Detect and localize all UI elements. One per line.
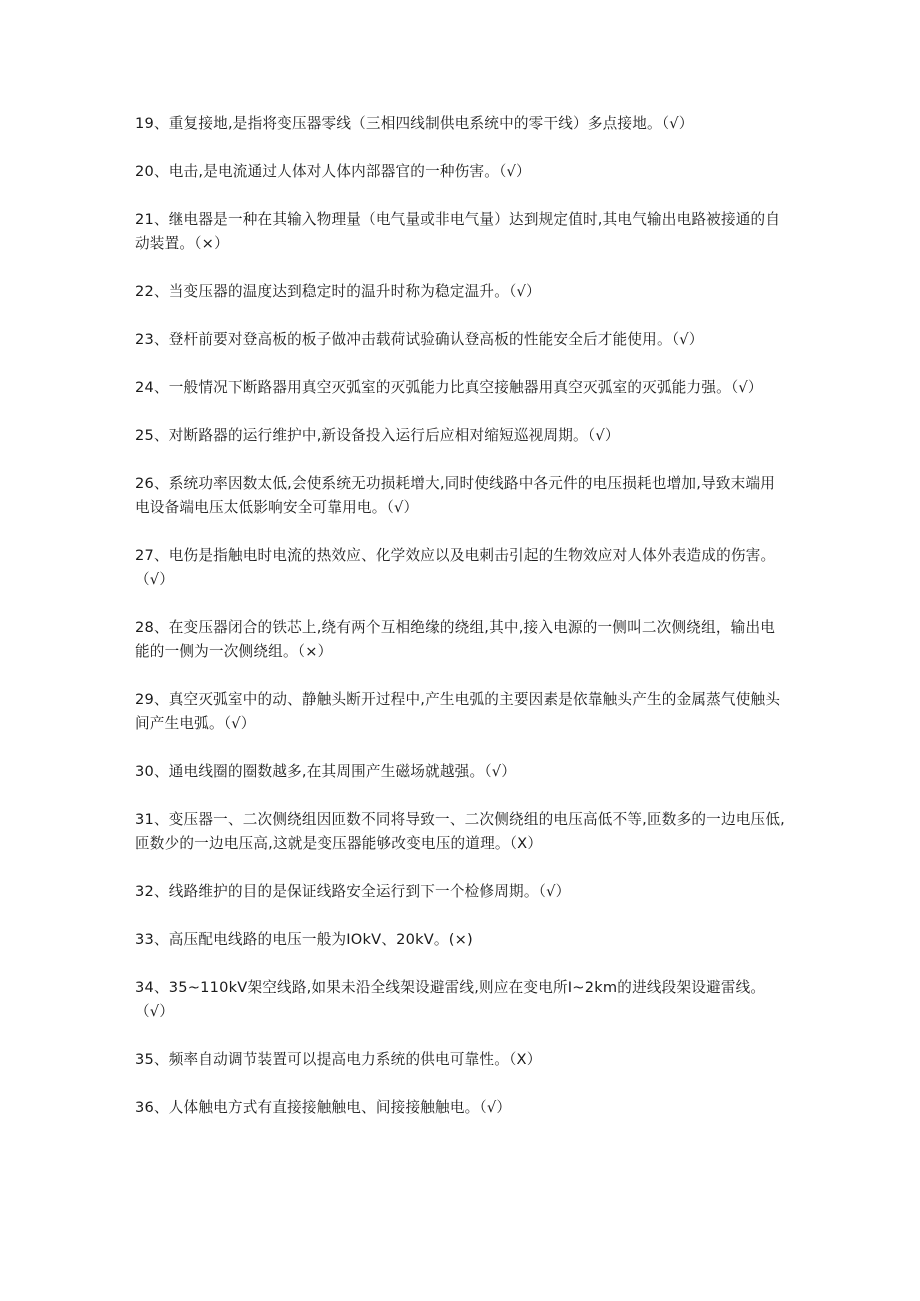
question-33: 33、高压配电线路的电压一般为IOkV、20kV。(×)	[135, 931, 473, 948]
question-29: 29、真空灭弧室中的动、静触头断开过程中,产生电弧的主要因素是依靠触头产生的金属蒸气使触头间产生电弧。（√）	[135, 691, 781, 732]
question-23: 23、登杆前要对登高板的板子做冲击载荷试验确认登高板的性能安全后才能使用。（√）	[135, 331, 704, 348]
question-list	[135, 112, 785, 1144]
question-20: 20、电击,是电流通过人体对人体内部器官的一种伤害。（√）	[135, 163, 531, 180]
question-26: 26、系统功率因数太低,会使系统无功损耗增大,同时使线路中各元件的电压损耗也增加,导致末端用电设备端电压太低影响安全可靠用电。（√）	[135, 475, 776, 516]
question-31: 31、变压器一、二次侧绕组因匝数不同将导致一、二次侧绕组的电压高低不等,匝数多的一边电压低,匝数少的一边电压高,这就是变压器能够改变电压的道理。（X）	[135, 811, 785, 852]
question-35: 35、频率自动调节装置可以提高电力系统的供电可靠性。（X）	[135, 1051, 542, 1068]
question-19: 19、重复接地,是指将变压器零线（三相四线制供电系统中的零干线）多点接地。（√）	[135, 115, 694, 132]
question-36: 36、人体触电方式有直接接触触电、间接接触触电。（√）	[135, 1099, 512, 1116]
question-24: 24、一般情况下断路器用真空灭弧室的灭弧能力比真空接触器用真空灭弧室的灭弧能力强。（√）	[135, 379, 763, 396]
question-21: 21、继电器是一种在其输入物理量（电气量或非电气量）达到规定值时,其电气输出电路被接通的自动装置。（×）	[135, 211, 781, 252]
question-34: 34、35~110kV架空线路,如果未沿全线架设避雷线,则应在变电所I~2km的进线段架设避雷线。（√）	[135, 979, 766, 1020]
question-27: 27、电伤是指触电时电流的热效应、化学效应以及电刺击引起的生物效应对人体外表造成的伤害。（√）	[135, 547, 776, 588]
question-25: 25、对断路器的运行维护中,新设备投入运行后应相对缩短巡视周期。（√）	[135, 427, 620, 444]
question-28: 28、在变压器闭合的铁芯上,绕有两个互相绝缘的绕组,其中,接入电源的一侧叫二次侧绕组，输出电能的一侧为一次侧绕组。（×）	[135, 619, 776, 660]
question-22: 22、当变压器的温度达到稳定时的温升时称为稳定温升。（√）	[135, 283, 541, 300]
question-32: 32、线路维护的目的是保证线路安全运行到下一个检修周期。（√）	[135, 883, 571, 900]
question-30: 30、通电线圈的圈数越多,在其周围产生磁场就越强。（√）	[135, 763, 517, 780]
